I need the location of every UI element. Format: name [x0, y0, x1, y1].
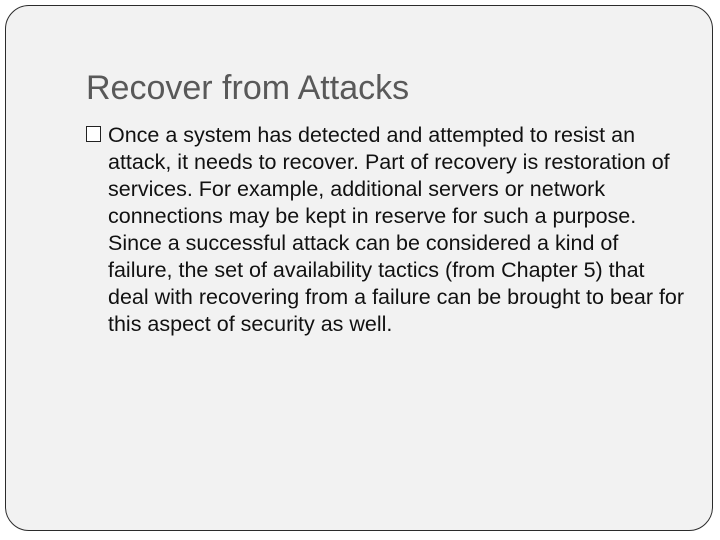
slide-title: Recover from Attacks — [86, 69, 410, 107]
bullet-text: Once a system has detected and attempted to resist an attack, it needs to recover. Part of recovery is restoration of services. For example, additional servers or network connections may be kept in reserve for such a purpose. Since a successful attack can be considered a kind of failure, the set of availability tactics (from Chapter 5) that deal with recovering from a failure can be brought to bear for this aspect of security as well. — [108, 123, 685, 336]
bullet-item — [86, 122, 686, 338]
square-bullet-icon — [86, 126, 101, 142]
slide-frame — [5, 5, 713, 531]
